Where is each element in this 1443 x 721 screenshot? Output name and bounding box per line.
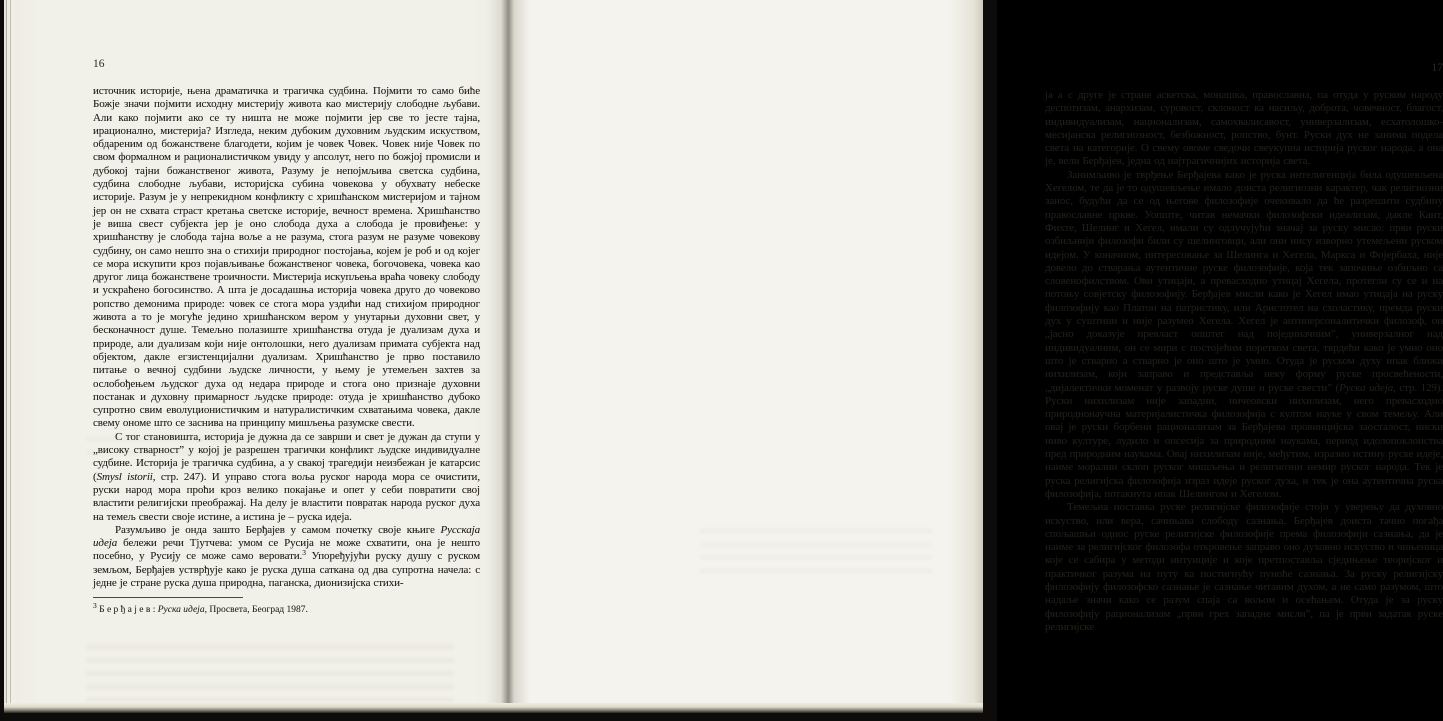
right-text-block <box>1045 89 1443 634</box>
paragraph: Разумљиво је онда зашто Берђајев у самом почетку своје књиге Русскаја идеја бележи речи Тјутчева: умом се Русија не може схватити, она је нешто посебно, у Русију се може само веровати.$^3$ Упоређујући руску душу с руском земљом, Берђајев устврђује како је руска душа саткана од два супротна начела: с једне је стране руска душа природна, паганска, дионизијска стихи- <box>93 523 480 589</box>
paragraph: С тог становишта, историја је дужна да се заврши и свет је дужан да ступи у „високу стварност” у којој је разрешен трагички конфликт људске индивидуалне судбине. Историја је трагичка судбина, а у свакој трагедији неизбежан је катарсис (Smysl istorii, стр. 247). И управо стога воља руског народа мора се очистити, руски народ мора проћи кроз велико покајање и опет у себи повратити свој властити религијски преображај. На делу је властити повратак народа руског духа на темељ свести своје истине, а истина је – руска идеја. <box>93 430 480 523</box>
paragraph: ја а с друге је стране аскетска, монашка, православна, па отуда у руском народу деспотизам, анархизам, суровост, склоност ка насиљу, доброта, човечност, благост, индивидуализам, национализам, самохвалисавост, универзализам, есхатолошко-месијанска религиозност, безбожност, ропство, бунт. Руски дух не занима подела света на категорије. О свему овоме сведочи свеукупна историја руског народа, а она је, вели Берђајев, једна од најтрагичнијих историја света. <box>1045 89 1443 168</box>
page-number-right: 17 <box>1431 62 1443 74</box>
left-page-content <box>93 58 480 616</box>
footnote-divider <box>93 597 243 598</box>
paragraph: Темељна поставка руске религијске филозофије стоји у уверењу да духовно искуство, или вера, сачињава слободу сазнања. Берђајев доиста тачно погађа спољашњи однос руске религијске филозофије према филозофији сазнања, да је наиме за религијског филозофа откровење заправо оно духовно искуство и чињеница које се сабира у методи интуиције и које претпоставља сједињење теоријског и практичког разума на путу ка постигнућу пуноће сазнања. За руску религијску филозофију филозофско сазнање је сазнање читавим духом, а не само разумом, што надаље значи како се разум спаја са вољом и осећањем. Отуда је за руску филозофију рационализам „први грех западне мисли”, па је први задатак руске религијске <box>1045 501 1443 633</box>
book-page-edges <box>4 0 15 713</box>
left-page <box>15 0 507 713</box>
footnote <box>93 597 480 616</box>
right-page <box>507 0 1443 713</box>
paragraph: источник историје, њена драматичка и трагичка судбина. Појмити то само биће Божје значи појмити исходну мистерију живота као мистерију слободне љубави. Али како појмити ако се ту ништа не може појмити јер све то јесте тајна, ирационално, мистерија? Изгледа, неким дубоким духовним људским искуством, обдареним од божанствене благодети, којим је човек Човек. Човек није Човек по свом формалном и рационалистичком увиду у апсолут, него по божјој промисли и дубокој тајни божанственог живота, Разуму је непојмљива светска судбина, судбина слободне љубави, историјска субина човекова у обухвату небеске историје. Разум је у непрекидном конфликту с хришћанском мистеријом и тајном јер он не схвата страст кретања светске историје, вечност времена. Хришћанство је виша свест субјекта јер је оно слобода духа а слобода је провиђење: у хришћанству је слобода тајна воље а не разума, стога разум не разуме човекову судбину, он само нешто зна о стихији природног постојања, којем је роб и од којег се мора искупити кроз појављивање божанственог човека, богочовека, човека као другог лица божанствене троичности. Мистерија искупљења враћа човеку слободу и ускраћено богосинство. А шта је досадашња историја човека друго до човеково ропство демонима природе: човек се стога мора уздићи над стихијом природног живота а то је могуће једино хришћанском вером у унутарњи духовни свет, у бесконачност душе. Темељно полазиште хришћанства отуда је дуализам духа и природе, али дуализам који није онтолошки, него дуализам примата субјекта над објектом, дакле егзистенцијални дуализам. Хришћанство је прво поставило питање о вечној судбини људске личности, у њему је утемељен захтев за ослобођењем људског духа од недара природе и стога оно признаје духовни постанак и духовну примарност људске природе: отуда је хришћанство дубоко супротно свим еволуционистичким и натуралистичким схватањима човека, дакле свему ономе што се заснива на принципу мишљења разумске свести. <box>93 85 480 430</box>
right-page-content <box>1045 62 1443 634</box>
paragraph: Занимљиво је тврђење Берђајева како је руска интелигенција била одушевљена Хегелом, те да је то одушевљење имало доиста религиозни карактер, чак религиозни занос, будући да се од његове филозофије очекивало да ће разрешити судбину православне цркве. Уопште, читав немачки филозофски идеализам, дакле Кант, Фихте, Шелинг и Хегел, имали су одлучујући значај за руску мисао: први руски озбиљнији филозофи били су шелинговци, али они нису изворно утемељени руском идејом. У коначном, интересовање за Шелинга и Хегела, Маркса и Фојербаха, није довело до стварања аутентичне руске филозофије, која тек започиње озбиљно са словенофилством. Ови утицаји, а превасходно утицај Хегела, протегли су се и на потоњу совјетску филозофију. Берђајев мисли како је Хегел имао утицаја на руску филозофију као Платон на патристику, или Аристотел на схоластику, премда руски дух у суштини и није разумео Хегела. Хегел је антиперсоналитички филозоф, он „јасно доказује превласт општег над појединачним”, универзалног над индивидуалним, он се мири с постојећим поретком света, тврдећи како је умно оно што је стварно а стварно је оно што је умно. Отуда је руском духу ипак ближи нихилизам, који заправо и представља неку форму руске просвећености, „дијалектички моменат у развоју руске душе и руске свести” (Руска идеја, стр. 129). Руски нихилизам није западни, ничеовски нихилизам, него превасходно природнонаучна материјалистичка филозофија с култом науке у свом темељу. Али овај је руски борбени рационализам за Берђајева провинцијска заосталост, ниски ниво културе, лудило и опсесија за природним наукама, период идолопоклонства пред природним наукама. Овај нихилизам није, међутим, изразио истину руске идеје, наиме морални склоп руског мишљења и религиозни немир руског народа. Тек је руска религијска филозофија израз идеје руског духа, и тек је она аутентична руска филозофија, потакнута ипак Шелингом и Хегелом. <box>1045 168 1443 500</box>
book-bottom-edge <box>4 703 983 713</box>
footnote-text: $^3$ Б е р ђ а ј е в : Руска идеја, Просвета, Београд 1987. <box>93 601 308 616</box>
page-number-left: 16 <box>93 58 105 70</box>
left-text-block <box>93 85 480 590</box>
